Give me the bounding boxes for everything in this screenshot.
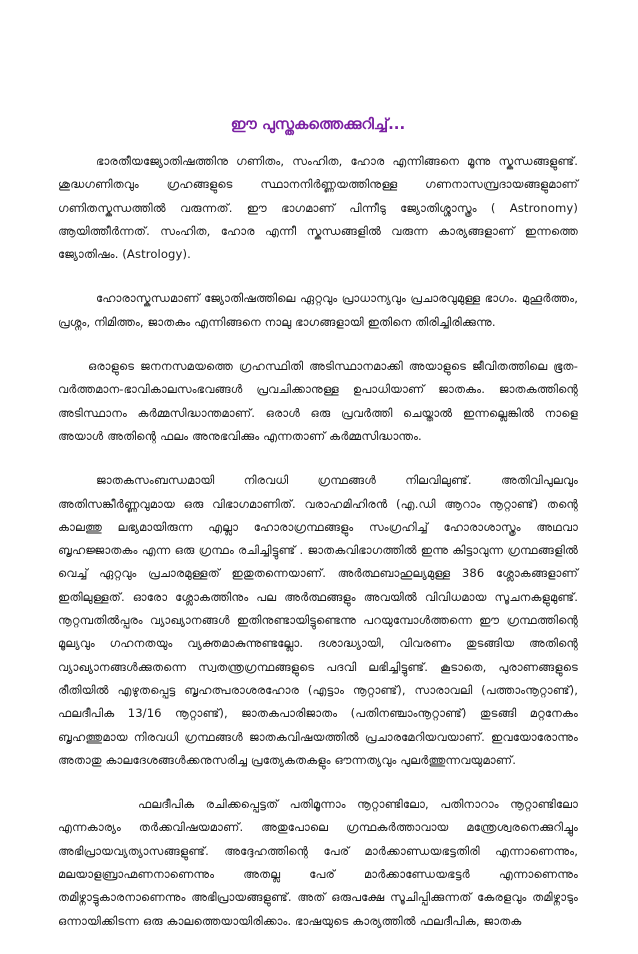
paragraph-1: ഭാരതീയജ്യോതിഷത്തിനു ഗണിതം, സംഹിത, ഹോര എന്നിങ്ങനെ മൂന്നു സ്കന്ധങ്ങളുണ്ട്. ശുദ്ധഗണിതവും ഗ്രഹങ്ങളുടെ സ്ഥാനനിർണ്ണയത്തിനുള്ള ഗണനാസമ്പ്രദായങ്ങളുമാണ് ഗണിതസ്കന്ധത്തിൽ വരുന്നത്. ഈ ഭാഗമാണ് പിന്നീടു ജ്യോതിശ്ശാസ്ത്രം ( Astronomy) ആയിത്തീർന്നത്. സംഹിത, ഹോര എന്നീ സ്കന്ധങ്ങളിൽ വരുന്ന കാര്യങ്ങളാണ് ഇന്നത്തെ ജ്യോതിഷം. (Astrology). xyxy=(58,154,578,262)
document-title: ഈ പുസ്തകത്തെക്കുറിച്ച്... xyxy=(230,115,406,133)
document-page xyxy=(58,114,578,954)
paragraph-5: ഫലദീപിക രചിക്കപ്പെട്ടത് പതിമൂന്നാം നൂറ്റാണ്ടിലോ, പതിനാറാം നൂറ്റാണ്ടിലോ എന്നകാര്യം തർക്കവിഷയമാണ്. അതുപോലെ ഗ്രന്ഥകർത്താവായ മന്ത്രേശ്വരനെക്കുറിച്ചും അഭിപ്രായവ്യത്യാസങ്ങളുണ്ട്. അദ്ദേഹത്തിന്റെ പേര് മാർക്കാണ്ഡയഭട്ടതിരി എന്നാണെന്നും, മലയാളബ്രാഹ്മണനാണെന്നും അതല്ല പേര് മാർക്കാണ്ഡേയഭട്ടർ എന്നാണെന്നും തമിഴ്നാട്ടുകാരനാണെന്നും അഭിപ്രായങ്ങളുണ്ട്. അത് ഒരുപക്ഷേ സൂചിപ്പിക്കുന്നത് കേരളവും തമിഴ്നാടും ഒന്നായിക്കിടന്ന ഒരു കാലത്തെയായിരിക്കാം. ഭാഷയുടെ കാര്യത്തിൽ ഫലദീപിക, ജാതക xyxy=(58,797,578,928)
paragraph-3: ഒരാളുടെ ജനനസമയത്തെ ഗ്രഹസ്ഥിതി അടിസ്ഥാനമാക്കി അയാളുടെ ജീവിതത്തിലെ ഭൂത-വർത്തമാന-ഭാവികാലസംഭവങ്ങൾ പ്രവചിക്കാനുള്ള ഉപാധിയാണ് ജാതകം. ജാതകത്തിന്റെ അടിസ്ഥാനം കർമ്മസിദ്ധാന്തമാണ്. ഒരാൾ ഒരു പ്രവർത്തി ചെയ്താൽ ഇന്നല്ലെങ്കിൽ നാളെ അയാൾ അതിന്റെ ഫലം അനുഭവിക്കും എന്നതാണ് കർമ്മസിദ്ധാന്തം. xyxy=(58,359,578,443)
paragraph-2: ഹോരാസ്കന്ധമാണ് ജ്യോതിഷത്തിലെ ഏറ്റവും പ്രാധാന്യവും പ്രചാരവുമുള്ള ഭാഗം. മുഹൂർത്തം, പ്രശ്നം, നിമിത്തം, ജാതകം എന്നിങ്ങനെ നാലു ഭാഗങ്ങളായി ഇതിനെ തിരിച്ചിരിക്കുന്നു. xyxy=(58,291,578,329)
paragraph-4: ജാതകസംബന്ധമായി നിരവധി ഗ്രന്ഥങ്ങൾ നിലവിലുണ്ട്. അതിവിപുലവും അതിസങ്കീർണ്ണവുമായ ഒരു വിഭാഗമാണിത്. വരാഹമിഹിരൻ (എ.ഡി ആറാം നൂറ്റാണ്ട്) തന്റെ കാലത്തു ലഭ്യമായിരുന്ന എല്ലാ ഹോരാഗ്രന്ഥങ്ങളും സംഗ്രഹിച്ച് ഹോരാശാസ്ത്രം അഥവാ ബൃഹജ്ജാതകം എന്ന ഒരു ഗ്രന്ഥം രചിച്ചിട്ടുണ്ട് . ജാതകവിഭാഗത്തിൽ ഇന്നു കിട്ടാവുന്ന ഗ്രന്ഥങ്ങളിൽ വെച്ച് ഏറ്റവും പ്രചാരമുള്ളത് ഇതുതന്നെയാണ്. അർത്ഥബാഹുല്യമുള്ള 386 ശ്ലോകങ്ങളാണ് ഇതിലുള്ളത്. ഓരോ ശ്ലോകത്തിനും പല അർത്ഥങ്ങളും അവയിൽ വിവിധമായ സൂചനകളുമുണ്ട്. നൂറ്റമ്പതിൽപ്പരം വ്യാഖ്യാനങ്ങൾ ഇതിനുണ്ടായിട്ടുണ്ടെന്നു പറയുമ്പോൾത്തന്നെ ഈ ഗ്രന്ഥത്തിന്റെ മൂല്യവും ഗഹനതയും വ്യക്തമാകുന്നുണ്ടല്ലോ. ദശാദ്ധ്യായി, വിവരണം തുടങ്ങിയ അതിന്റെ വ്യാഖ്യാനങ്ങൾക്കുതന്നെ സ്വതന്ത്രഗ്രന്ഥങ്ങളുടെ പദവി ലഭിച്ചിട്ടുണ്ട്. കൂടാതെ, പുരാണങ്ങളുടെ രീതിയിൽ എഴുതപ്പെട്ട ബൃഹത്പരാശരഹോര (എട്ടാം നൂറ്റാണ്ട്), സാരാവലി (പത്താംനൂറ്റാണ്ട്), ഫലദീപിക 13/16 നൂറ്റാണ്ട്), ജാതകപാരിജാതം (പതിനഞ്ചാംനൂറ്റാണ്ട്) തുടങ്ങി മറ്റനേകം ബൃഹത്തുമായ നിരവധി ഗ്രന്ഥങ്ങൾ ജാതകവിഷയത്തിൽ പ്രചാരമേറിയവയാണ്. ഇവയോരോന്നും അതാതു കാലദേശങ്ങൾക്കനുസരിച്ച പ്രത്യേകതകളും ഔന്നത്യവും പുലർത്തുന്നവയുമാണ്. xyxy=(58,473,578,767)
